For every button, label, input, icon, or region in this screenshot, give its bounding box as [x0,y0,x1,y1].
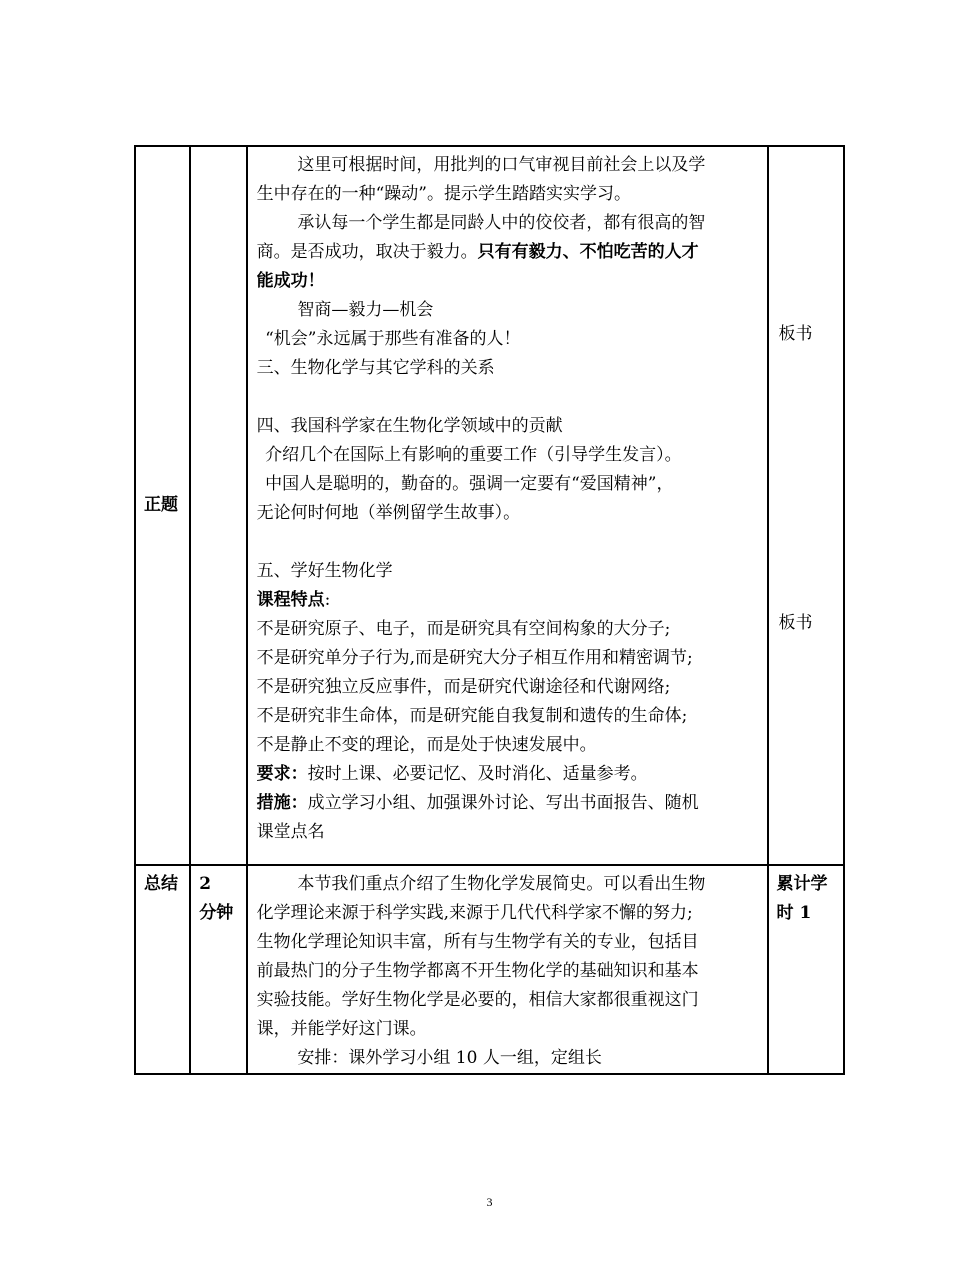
spacer [257,383,761,412]
notes-cell [768,865,844,1074]
section-heading: 四、我国科学家在生物化学领域中的贡献 [256,416,563,436]
features-title-colon: : [324,590,331,610]
feature-item: 不是静止不变的理论，而是处于快速发展中。 [256,735,597,755]
time-cell [190,865,246,1074]
paragraph: 生物化学理论知识丰富，所有与生物学有关的专业，包括目 [256,932,699,952]
emphasis-text: 只有有毅力、不怕吃苦的人才 [477,242,699,262]
measures-continued: 课堂点名 [256,822,325,842]
content-cell [247,865,768,1074]
time-unit: 分钟 [199,903,234,923]
table-row [135,865,844,1074]
paragraph: 安排：课外学习小组 10 人一组，定组长 [297,1048,602,1068]
board-note: 板书 [778,324,813,344]
feature-item: 不是研究单分子行为,而是研究大分子相互作用和精密调节; [256,648,693,668]
paragraph: 无论何时何地（举例留学生故事）。 [256,503,521,523]
page-number: 3 [486,1195,493,1209]
time-value: 2 [199,874,212,894]
paragraph: “机会”永远属于那些有准备的人！ [265,329,521,349]
paragraph: 本节我们重点介绍了生物化学发展简史。可以看出生物 [297,874,706,894]
feature-item: 不是研究非生命体，而是研究能自我复制和遗传的生命体; [256,706,688,726]
requirements-text: 按时上课、必要记忆、及时消化、适量参考。 [307,764,648,784]
paragraph: 中国人是聪明的，勤奋的。强调一定要有“爱国精神”， [265,474,674,494]
paragraph: 课，并能学好这门课。 [256,1019,427,1039]
paragraph: 实验技能。学好生物化学是必要的，相信大家都很重视这门 [256,990,699,1010]
paragraph: 承认每一个学生都是同龄人中的佼佼者，都有很高的智 [297,213,706,233]
section-heading: 三、生物化学与其它学科的关系 [256,358,495,378]
paragraph: 介绍几个在国际上有影响的重要工作（引导学生发言）。 [265,445,682,465]
section-label: 总结 [135,865,190,1074]
feature-item: 不是研究原子、电子，而是研究具有空间构象的大分子; [256,619,671,639]
section-label: 正题 [135,146,190,865]
paragraph: 前最热门的分子生物学都离不开生物化学的基础知识和基本 [256,961,699,981]
measures-label: 措施： [256,793,308,813]
features-title-text: 课程特点 [256,590,325,610]
time-cell [190,146,246,865]
features-title [257,586,761,615]
measures-text: 成立学习小组、加强课外讨论、写出书面报告、随机 [307,793,699,813]
paragraph [257,238,761,267]
content-cell [247,146,768,865]
cumulative-hours-label: 累计学 [776,874,828,894]
measures [257,789,761,818]
paragraph: 智商—毅力—机会 [297,300,434,320]
requirements-label: 要求： [256,764,308,784]
spacer [257,528,761,557]
lesson-plan-table [134,145,845,1075]
requirements [257,760,761,789]
feature-item: 不是研究独立反应事件，而是研究代谢途径和代谢网络; [256,677,671,697]
notes-cell [768,146,844,865]
section-heading: 五、学好生物化学 [256,561,393,581]
paragraph: 生中存在的一种“躁动”。提示学生踏踏实实学习。 [256,184,631,204]
paragraph: 化学理论来源于科学实践,来源于几代代科学家不懈的努力; [256,903,693,923]
board-note: 板书 [778,613,813,633]
plain-text: 商。是否成功，取决于毅力。 [256,242,478,262]
paragraph: 这里可根据时间，用批判的口气审视目前社会上以及学 [297,155,706,175]
cumulative-hours-value: 时 1 [776,903,812,923]
table-row [135,146,844,865]
emphasis-text: 能成功！ [256,271,325,291]
